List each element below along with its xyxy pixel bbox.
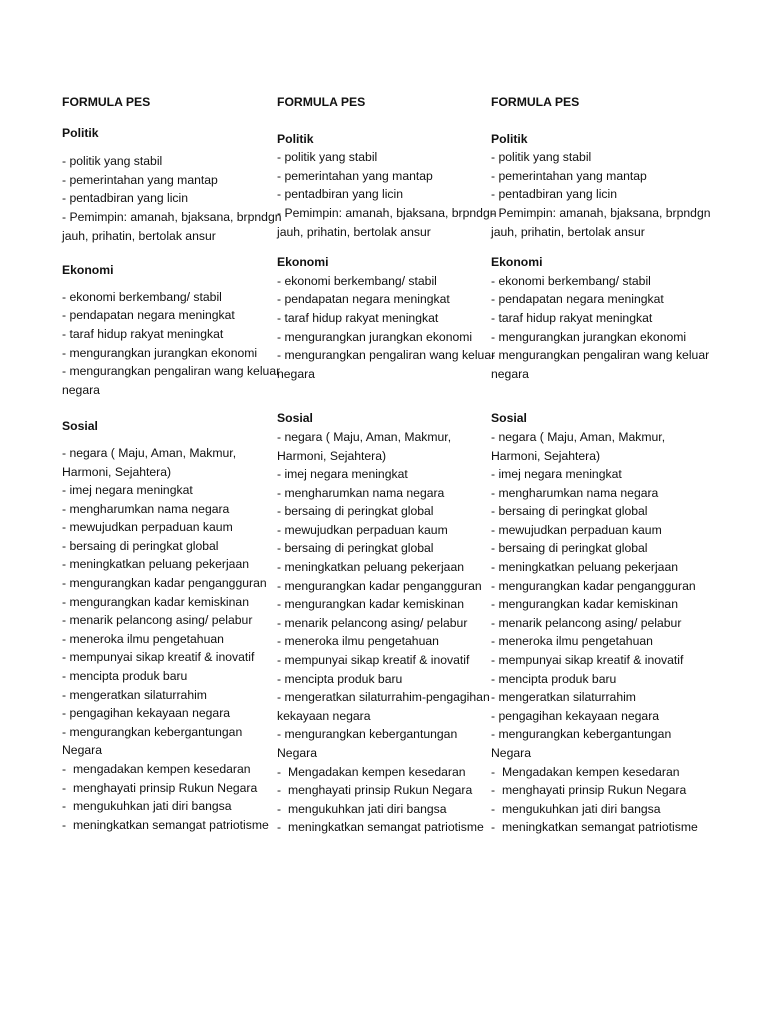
- list-item: - mewujudkan perpaduan kaum: [277, 522, 448, 537]
- list-item: - politik yang stabil: [277, 150, 378, 165]
- sosial-list: [491, 428, 713, 763]
- list-item: - Pemimpin: amanah, bjaksana, brpndgn jauh, prihatin, bertolak ansur: [277, 205, 497, 239]
- section-sosial: [491, 409, 713, 837]
- list-item: - mengurangkan pengaliran wang keluar negara: [491, 348, 710, 381]
- bullet-item: - mengukuhkan jati diri bangsa: [62, 797, 284, 816]
- list-item: - mengurangkan kebergantungan Negara: [491, 727, 672, 760]
- list-item: - mengurangkan kebergantungan Negara: [62, 724, 243, 758]
- list-item: - meningkatkan peluang pekerjaan: [491, 560, 679, 575]
- list-item: - mencipta produk baru: [62, 669, 188, 684]
- politik-list: [491, 148, 713, 241]
- section-heading: Sosial: [62, 419, 98, 434]
- section-heading: Ekonomi: [62, 263, 114, 278]
- list-item: - menarik pelancong asing/ pelabur: [277, 615, 468, 630]
- list-item: - menarik pelancong asing/ pelabur: [491, 615, 682, 630]
- sosial-bullet-list: [62, 760, 284, 834]
- section-heading: Sosial: [277, 411, 313, 426]
- list-item: - politik yang stabil: [62, 154, 163, 169]
- list-item: - pentadbiran yang licin: [491, 187, 618, 202]
- list-item: - mempunyai sikap kreatif & inovatif: [62, 650, 255, 665]
- section-heading: Politik: [491, 131, 528, 146]
- ekonomi-list: [491, 272, 713, 384]
- list-item: - bersaing di peringkat global: [62, 538, 219, 553]
- list-item: - taraf hidup rakyat meningkat: [491, 310, 653, 325]
- list-item: - negara ( Maju, Aman, Makmur, Harmoni, Sejahtera): [491, 429, 666, 463]
- section-sosial: [277, 409, 499, 837]
- bullet-item: - mengukuhkan jati diri bangsa: [277, 800, 499, 819]
- list-item: - ekonomi berkembang/ stabil: [491, 273, 651, 288]
- list-item: - pentadbiran yang licin: [277, 187, 404, 202]
- list-item: - pengagihan kekayaan negara: [62, 706, 231, 721]
- list-item: - negara ( Maju, Aman, Makmur, Harmoni, Sejahtera): [277, 429, 452, 463]
- sosial-bullet-list: [491, 763, 713, 837]
- section-ekonomi: [491, 253, 713, 383]
- sosial-list: [62, 444, 284, 760]
- bullet-item: - menghayati prinsip Rukun Negara: [62, 779, 284, 798]
- bullet-item: - mengadakan kempen kesedaran: [62, 760, 284, 779]
- list-item: - mengurangkan kadar pengangguran: [62, 576, 267, 591]
- list-item: - mengurangkan kadar pengangguran: [491, 578, 696, 593]
- list-item: - meningkatkan peluang pekerjaan: [277, 560, 465, 575]
- section-heading: Ekonomi: [491, 255, 543, 270]
- bullet-item: - meningkatkan semangat patriotisme: [277, 818, 499, 837]
- list-item: - mengurangkan kadar kemiskinan: [62, 594, 249, 609]
- list-item: - Pemimpin: amanah, bjaksana, brpndgn jauh, prihatin, bertolak ansur: [491, 205, 711, 239]
- bullet-item: - menghayati prinsip Rukun Negara: [277, 781, 499, 800]
- list-item: - meneroka ilmu pengetahuan: [277, 634, 439, 649]
- list-item: - Pemimpin: amanah, bjaksana, brpndgn jauh, prihatin, bertolak ansur: [62, 209, 282, 243]
- ekonomi-list: [277, 272, 499, 384]
- list-item: - meneroka ilmu pengetahuan: [491, 634, 653, 649]
- list-item: - mengurangkan kadar pengangguran: [277, 578, 482, 593]
- column-2: [277, 93, 499, 837]
- list-item: - mengurangkan kadar kemiskinan: [277, 597, 464, 612]
- list-item: - mengurangkan kebergantungan Negara: [277, 727, 458, 760]
- list-item: - pemerintahan yang mantap: [62, 172, 218, 187]
- sosial-list: [277, 428, 499, 763]
- bullet-item: - meningkatkan semangat patriotisme: [62, 816, 284, 835]
- list-item: - ekonomi berkembang/ stabil: [62, 289, 222, 304]
- list-item: - imej negara meningkat: [491, 467, 622, 482]
- list-item: - mengurangkan jurangkan ekonomi: [62, 345, 258, 360]
- bullet-item: - Mengadakan kempen kesedaran: [277, 763, 499, 782]
- list-item: - negara ( Maju, Aman, Makmur, Harmoni, Sejahtera): [62, 445, 237, 479]
- column-title: FORMULA PES: [62, 95, 151, 109]
- list-item: - mencipta produk baru: [277, 671, 403, 686]
- list-item: - taraf hidup rakyat meningkat: [277, 310, 439, 325]
- list-item: - meningkatkan peluang pekerjaan: [62, 557, 250, 572]
- list-item: - taraf hidup rakyat meningkat: [62, 326, 224, 341]
- bullet-item: - mengukuhkan jati diri bangsa: [491, 800, 713, 819]
- list-item: - bersaing di peringkat global: [277, 541, 434, 556]
- column-title: FORMULA PES: [491, 95, 580, 109]
- politik-list: [277, 148, 499, 241]
- section-politik: [62, 124, 284, 246]
- section-heading: Ekonomi: [277, 255, 329, 270]
- list-item: - mengurangkan pengaliran wang keluar negara: [62, 364, 281, 397]
- list-item: - pengagihan kekayaan negara: [491, 708, 660, 723]
- list-item: - mengharumkan nama negara: [277, 485, 445, 500]
- list-item: - pemerintahan yang mantap: [491, 168, 647, 183]
- list-item: - meneroka ilmu pengetahuan: [62, 631, 224, 646]
- list-item: - menarik pelancong asing/ pelabur: [62, 613, 253, 628]
- list-item: - pendapatan negara meningkat: [491, 292, 664, 307]
- bullet-item: - Mengadakan kempen kesedaran: [491, 763, 713, 782]
- section-heading: Politik: [277, 131, 314, 146]
- list-item: - mengurangkan pengaliran wang keluar negara: [277, 348, 496, 381]
- list-item: - pentadbiran yang licin: [62, 191, 189, 206]
- section-sosial: [62, 417, 284, 834]
- politik-list: [62, 152, 284, 245]
- list-item: - mengurangkan jurangkan ekonomi: [277, 329, 473, 344]
- list-item: - mengeratkan silaturrahim: [491, 690, 636, 705]
- list-item: - pemerintahan yang mantap: [277, 168, 433, 183]
- list-item: - mengurangkan jurangkan ekonomi: [491, 329, 687, 344]
- list-item: - mewujudkan perpaduan kaum: [62, 520, 233, 535]
- ekonomi-list: [62, 288, 284, 400]
- sosial-bullet-list: [277, 763, 499, 837]
- list-item: - mewujudkan perpaduan kaum: [491, 522, 662, 537]
- list-item: - politik yang stabil: [491, 150, 592, 165]
- column-1: [62, 93, 284, 834]
- section-politik: [491, 130, 713, 242]
- list-item: - ekonomi berkembang/ stabil: [277, 273, 437, 288]
- list-item: - bersaing di peringkat global: [491, 504, 648, 519]
- list-item: - mempunyai sikap kreatif & inovatif: [277, 653, 470, 668]
- section-heading: Politik: [62, 125, 99, 140]
- list-item: - mengharumkan nama negara: [62, 501, 230, 516]
- column-title: FORMULA PES: [277, 95, 366, 109]
- section-heading: Sosial: [491, 411, 527, 426]
- list-item: - mengharumkan nama negara: [491, 485, 659, 500]
- bullet-item: - menghayati prinsip Rukun Negara: [491, 781, 713, 800]
- list-item: - mengeratkan silaturrahim: [62, 687, 207, 702]
- column-3: [491, 93, 713, 837]
- list-item: - imej negara meningkat: [62, 483, 193, 498]
- list-item: - pendapatan negara meningkat: [62, 308, 235, 323]
- list-item: - mempunyai sikap kreatif & inovatif: [491, 653, 684, 668]
- section-politik: [277, 130, 499, 242]
- list-item: - bersaing di peringkat global: [491, 541, 648, 556]
- section-ekonomi: [62, 261, 284, 399]
- list-item: - pendapatan negara meningkat: [277, 292, 450, 307]
- bullet-item: - meningkatkan semangat patriotisme: [491, 818, 713, 837]
- list-item: - mengeratkan silaturrahim-pengagihan kekayaan negara: [277, 690, 490, 723]
- list-item: - bersaing di peringkat global: [277, 504, 434, 519]
- list-item: - imej negara meningkat: [277, 467, 408, 482]
- list-item: - mencipta produk baru: [491, 671, 617, 686]
- list-item: - mengurangkan kadar kemiskinan: [491, 597, 678, 612]
- section-ekonomi: [277, 253, 499, 383]
